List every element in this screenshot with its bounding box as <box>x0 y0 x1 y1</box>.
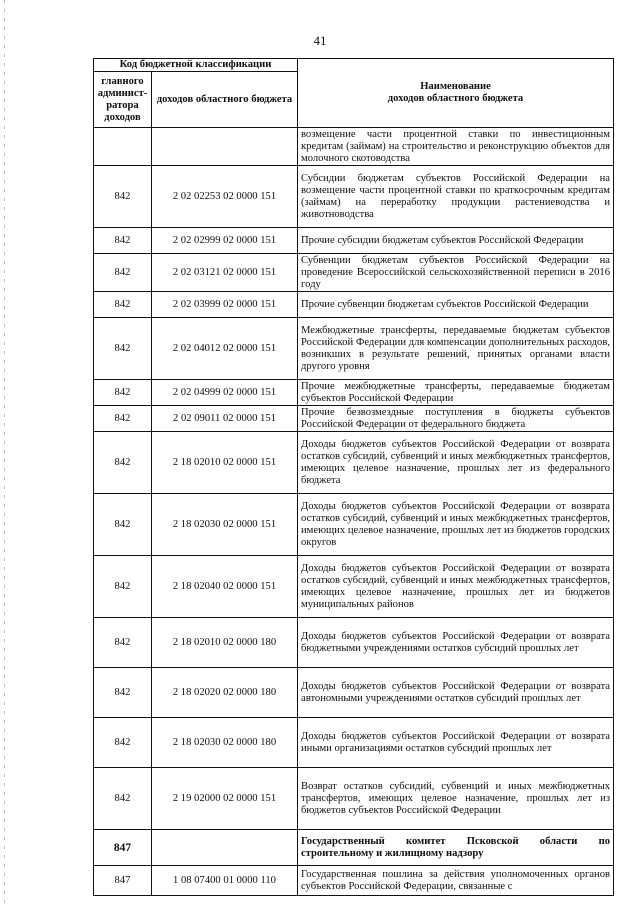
admin-code-cell: 842 <box>94 432 152 494</box>
revenue-code-cell: 2 02 03999 02 0000 151 <box>152 292 298 318</box>
revenue-code-cell: 2 18 02010 02 0000 180 <box>152 618 298 668</box>
header-name-line1: Наименование <box>420 81 491 92</box>
revenue-code-cell: 2 19 02000 02 0000 151 <box>152 768 298 830</box>
table-row <box>94 618 614 668</box>
table-row <box>94 380 614 406</box>
revenue-name-cell: Возврат остатков субсидий, субвенций и иных межбюджетных трансфертов, имеющих целевое назначение, прошлых лет из бюджетов субъектов Российской Федерации <box>298 768 614 830</box>
header-code-column: доходов областного бюджета <box>152 72 298 128</box>
scan-edge <box>4 0 5 905</box>
revenue-code-cell: 2 02 03121 02 0000 151 <box>152 254 298 292</box>
table-row <box>94 406 614 432</box>
budget-classification-table <box>93 58 614 896</box>
admin-code-cell: 842 <box>94 292 152 318</box>
table-row <box>94 768 614 830</box>
table-row <box>94 228 614 254</box>
table-row <box>94 128 614 166</box>
revenue-code-cell: 2 02 09011 02 0000 151 <box>152 406 298 432</box>
revenue-code-cell: 2 02 02999 02 0000 151 <box>152 228 298 254</box>
revenue-code-cell: 2 18 02030 02 0000 151 <box>152 494 298 556</box>
admin-code-cell: 842 <box>94 318 152 380</box>
table-row <box>94 166 614 228</box>
page-number: 41 <box>313 33 327 48</box>
admin-code-cell: 842 <box>94 718 152 768</box>
table-row <box>94 866 614 896</box>
admin-code-cell: 842 <box>94 166 152 228</box>
table-row <box>94 254 614 292</box>
admin-code-cell: 842 <box>94 380 152 406</box>
revenue-name-cell: Прочие межбюджетные трансферты, передаваемые бюджетам субъектов Российской Федерации <box>298 380 614 406</box>
table-row <box>94 432 614 494</box>
table-row <box>94 718 614 768</box>
revenue-name-cell: Доходы бюджетов субъектов Российской Федерации от возврата остатков субсидий, субвенций и иных межбюджетных трансфертов, имеющих целевое назначение, прошлых лет из бюджетов городских округов <box>298 494 614 556</box>
revenue-code-cell: 2 02 02253 02 0000 151 <box>152 166 298 228</box>
revenue-name-cell: Государственная пошлина за действия уполномоченных органов субъектов Российской Федерации, связанные с <box>298 866 614 896</box>
revenue-code-cell: 2 02 04012 02 0000 151 <box>152 318 298 380</box>
admin-code-cell: 842 <box>94 228 152 254</box>
revenue-code-cell <box>152 830 298 866</box>
table-row <box>94 494 614 556</box>
revenue-code-cell <box>152 128 298 166</box>
table-row <box>94 556 614 618</box>
admin-code-cell: 842 <box>94 668 152 718</box>
table-body <box>94 128 614 896</box>
table-row <box>94 668 614 718</box>
revenue-code-cell: 1 08 07400 01 0000 110 <box>152 866 298 896</box>
revenue-name-cell: Прочие безвозмездные поступления в бюджеты субъектов Российской Федерации от федерального бюджета <box>298 406 614 432</box>
header-group-classification: Код бюджетной классификации <box>94 59 298 72</box>
admin-code-cell: 847 <box>94 830 152 866</box>
revenue-name-cell: Доходы бюджетов субъектов Российской Федерации от возврата автономными учреждениями остатков субсидий прошлых лет <box>298 668 614 718</box>
revenue-name-cell: Прочие субсидии бюджетам субъектов Российской Федерации <box>298 228 614 254</box>
revenue-name-cell: Субвенции бюджетам субъектов Российской Федерации на проведение Всероссийской сельскохозяйственной переписи в 2016 году <box>298 254 614 292</box>
revenue-name-cell: Межбюджетные трансферты, передаваемые бюджетам субъектов Российской Федерации для компенсации дополнительных расходов, возникших в результате решений, принятых органами власти другого уровня <box>298 318 614 380</box>
header-admin-column: главного админист-ратора доходов <box>94 72 152 128</box>
admin-code-cell: 842 <box>94 618 152 668</box>
revenue-name-cell: Доходы бюджетов субъектов Российской Федерации от возврата остатков субсидий, субвенций и иных межбюджетных трансфертов, имеющих целевое назначение, прошлых лет из федерального бюджета <box>298 432 614 494</box>
revenue-code-cell: 2 02 04999 02 0000 151 <box>152 380 298 406</box>
revenue-code-cell: 2 18 02020 02 0000 180 <box>152 668 298 718</box>
admin-code-cell: 842 <box>94 254 152 292</box>
header-name-column <box>298 59 614 128</box>
revenue-name-cell: Доходы бюджетов субъектов Российской Федерации от возврата бюджетными учреждениями остатков субсидий прошлых лет <box>298 618 614 668</box>
admin-code-cell: 842 <box>94 494 152 556</box>
revenue-name-cell: Доходы бюджетов субъектов Российской Федерации от возврата иными организациями остатков субсидий прошлых лет <box>298 718 614 768</box>
revenue-name-cell: возмещение части процентной ставки по инвестиционным кредитам (займам) на строительство и реконструкцию объектов для молочного скотоводства <box>298 128 614 166</box>
admin-code-cell: 847 <box>94 866 152 896</box>
admin-code-cell: 842 <box>94 768 152 830</box>
revenue-name-cell: Прочие субвенции бюджетам субъектов Российской Федерации <box>298 292 614 318</box>
revenue-code-cell: 2 18 02030 02 0000 180 <box>152 718 298 768</box>
admin-code-cell: 842 <box>94 406 152 432</box>
header-name-line2: доходов областного бюджета <box>387 93 524 104</box>
admin-code-cell: 842 <box>94 556 152 618</box>
revenue-code-cell: 2 18 02010 02 0000 151 <box>152 432 298 494</box>
revenue-name-cell: Доходы бюджетов субъектов Российской Федерации от возврата остатков субсидий, субвенций и иных межбюджетных трансфертов, имеющих целевое назначение, прошлых лет из бюджетов муниципальных районов <box>298 556 614 618</box>
table-row <box>94 292 614 318</box>
revenue-name-cell: Государственный комитет Псковской области по строительному и жилищному надзору <box>298 830 614 866</box>
revenue-name-cell: Субсидии бюджетам субъектов Российской Федерации на возмещение части процентной ставки по краткосрочным кредитам (займам) на переработку продукции растениеводства и животноводства <box>298 166 614 228</box>
table-row <box>94 830 614 866</box>
admin-code-cell <box>94 128 152 166</box>
revenue-code-cell: 2 18 02040 02 0000 151 <box>152 556 298 618</box>
table-row <box>94 318 614 380</box>
